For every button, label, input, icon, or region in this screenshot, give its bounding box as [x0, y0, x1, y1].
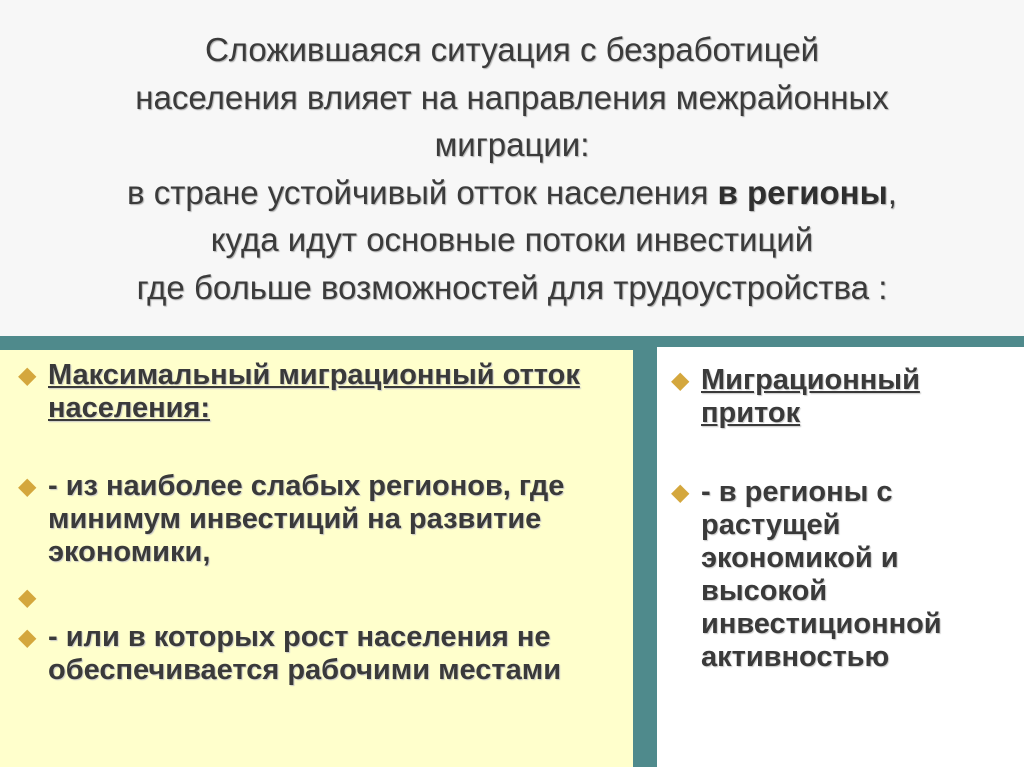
diamond-bullet-icon: ◆ — [18, 473, 37, 500]
left-list — [18, 359, 618, 687]
title-line-4-pre: в стране устойчивый отток населения — [127, 173, 718, 211]
left-item-empty — [18, 581, 618, 614]
title-line-4-post: , — [887, 173, 897, 211]
title-line-2: населения влияет на направления межрайонных — [135, 78, 889, 116]
left-no-jobs-text: - или в которых рост населения не обеспечивается рабочими местами — [48, 621, 562, 686]
diamond-bullet-icon: ◆ — [18, 362, 37, 389]
title-line-5: куда идут основные потоки инвестиций — [210, 221, 814, 258]
left-heading-text: Максимальный миграционный отток населения: — [48, 359, 580, 424]
right-item-growing-regions — [671, 476, 1016, 674]
diamond-bullet-icon: ◆ — [18, 584, 37, 611]
title-line-4-bold: в регионы — [717, 173, 888, 211]
left-panel — [0, 350, 633, 767]
title-line-1: Сложившаяся ситуация с безработицей — [204, 31, 820, 68]
slide-title — [20, 26, 1004, 311]
left-weak-regions-text: - из наиболее слабых регионов, где минимум инвестиций на развитие экономики, — [48, 470, 565, 568]
right-heading-text: Миграционный приток — [701, 364, 920, 429]
right-growing-regions-text: - в регионы с растущей экономикой и высокой инвестиционной активностью — [701, 476, 942, 673]
title-line-4 — [20, 169, 1004, 217]
title-line-3: миграции: — [434, 126, 590, 163]
diamond-bullet-icon: ◆ — [18, 624, 37, 651]
title-line-6: где больше возможностей для трудоустройства : — [136, 268, 888, 306]
diamond-bullet-icon: ◆ — [671, 479, 690, 506]
right-panel — [657, 347, 1024, 767]
left-item-no-jobs — [18, 621, 618, 687]
right-item-heading — [671, 364, 1016, 430]
right-list — [671, 364, 1016, 674]
title-area — [0, 0, 1024, 336]
left-item-heading — [18, 359, 618, 425]
diamond-bullet-icon: ◆ — [671, 367, 690, 394]
left-item-weak-regions — [18, 470, 618, 569]
